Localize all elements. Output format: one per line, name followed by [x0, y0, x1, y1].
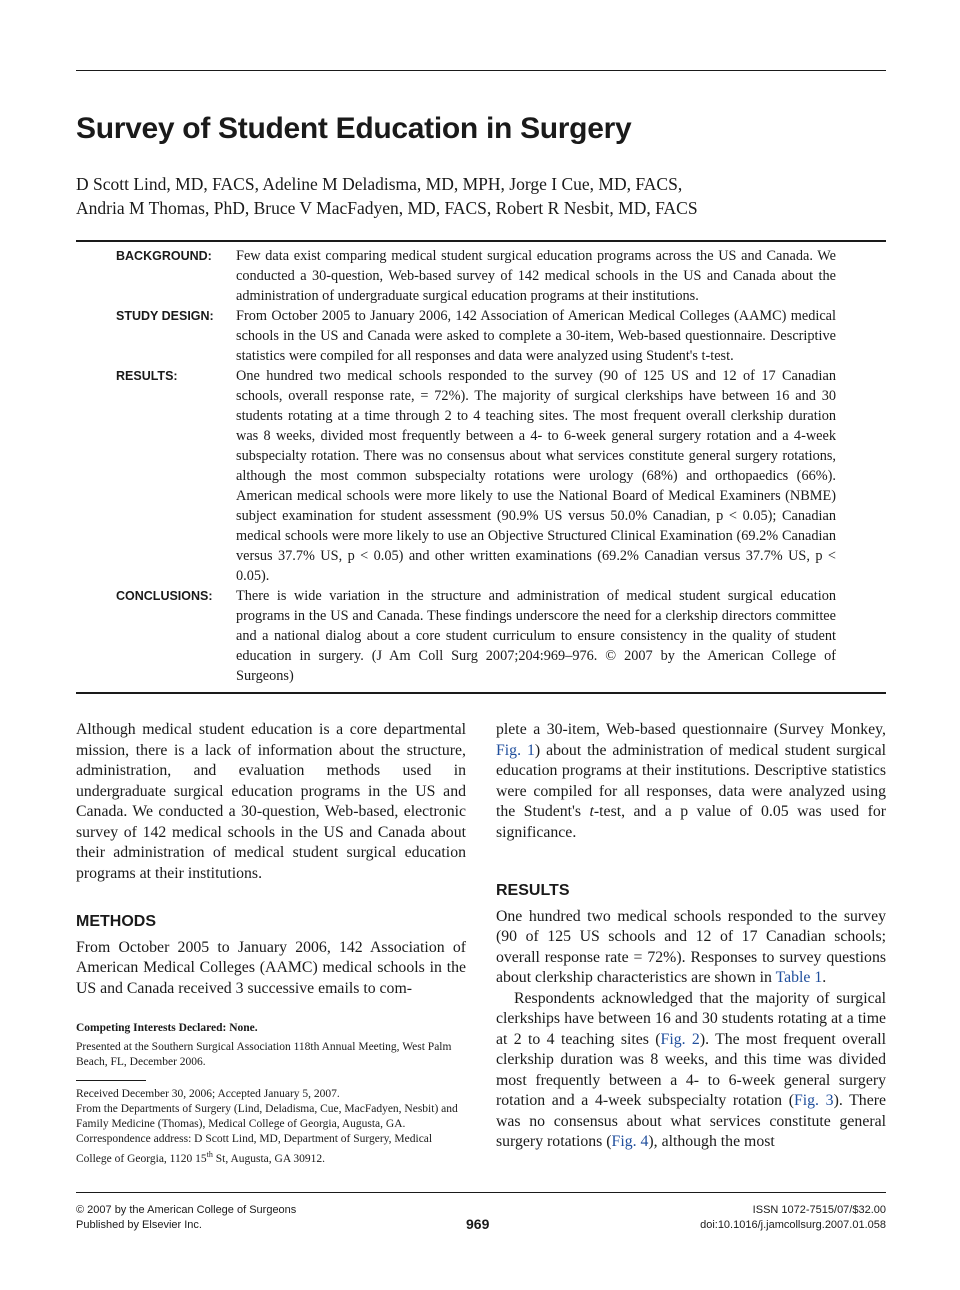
footer-rule: [76, 1192, 886, 1193]
abstract-label: STUDY DESIGN:: [116, 309, 214, 323]
footnotes: [76, 1021, 466, 1167]
footer-right: [700, 1203, 886, 1233]
fig4-link[interactable]: Fig. 4: [611, 1133, 649, 1150]
abstract-label: RESULTS:: [116, 369, 178, 383]
abstract-label: BACKGROUND:: [116, 249, 212, 263]
abstract-results: [76, 366, 886, 586]
intro-paragraph: Although medical student education is a core departmental mission, there is a lack of information about the structure, administration, and evaluation methods used in undergraduate surgical education programs in the US and Canada. We conducted a 30-question, Web-based, electronic survey of 142 medical schools in the US and Canada about their administration of medical student surgical education programs at their institutions.: [76, 721, 466, 882]
authors-line-2: Andria M Thomas, PhD, Bruce V MacFadyen, MD, FACS, Robert R Nesbit, MD, FACS: [76, 198, 698, 218]
top-rule: [76, 70, 886, 71]
abstract-text: One hundred two medical schools responded to the survey (90 of 125 US and 12 of 17 Canadian schools, overall response rate, = 72%). The majority of surgical clerkships have between 16 and 30 students rotating at a time through 2 to 4 teaching sites. The most frequent overall clerkship duration was 8 weeks, divided most frequently between a 4- to 6-week general surgery rotation and a 4-week subspecialty rotation. There was no consensus about what services constitute general surgery rotations, although the most common subspecialty rotations were urology (68%) and orthopaedics (66%). American medical schools were more likely to use the National Board of Medical Examiners (NBME) subject examination for student assessment (90.9% US versus 50.0% Canadian, p < 0.05); Canadian medical schools were more likely to use an Objective Structured Clinical Examination (69.2% Canadian versus 37.7% US, p < 0.05) and other written examinations (69.2% Canadian versus 37.7% US, p < 0.05).: [236, 368, 836, 584]
abstract-label: CONCLUSIONS:: [116, 589, 213, 603]
abstract-bottom-rule: [76, 692, 886, 694]
fig2-link[interactable]: Fig. 2: [660, 1030, 700, 1048]
abstract-text: Few data exist comparing medical student surgical education programs across the US and Canada. We conducted a 30-question, Web-based survey of 142 medical schools in the US and Canada about the administration of undergraduate surgical education programs at their institutions.: [236, 248, 836, 304]
methods-continued: plete a 30-item, Web-based questionnaire (Survey Monkey, Fig. 1) about the administration of medical student surgical education programs at their institutions. Descriptive statistics were compiled for all responses, data were analyzed using the Student's t-test, and a p value of 0.05 was used for significance.: [496, 721, 886, 841]
presented-note: Presented at the Southern Surgical Association 118th Annual Meeting, West Palm Beach, FL, December 2006.: [76, 1041, 452, 1068]
page-number: 969: [466, 1216, 490, 1232]
abstract-study-design: [76, 306, 886, 366]
author-list: [76, 172, 896, 220]
abstract-text: There is wide variation in the structure and administration of medical student surgical education programs in the US and Canada. These findings underscore the need for a clerkship directors committee and a national dialog about a core student curriculum to ensure consistency in the quality of student education in surgery. (J Am Coll Surg 2007;204:969–976. © 2007 by the American College of Surgeons): [236, 588, 836, 684]
footer-left: [76, 1203, 296, 1233]
abstract-text: From October 2005 to January 2006, 142 Association of American Medical Colleges (AAMC) medical schools in the US and Canada were asked to complete a 30-item, Web-based questionnaire. Descriptive statistics were compiled for all responses and data were analyzed using Student's t-test.: [236, 308, 836, 364]
results-heading: RESULTS: [496, 882, 570, 899]
fig3-link[interactable]: Fig. 3: [793, 1092, 834, 1109]
publisher-text: Published by Elsevier Inc.: [76, 1219, 202, 1231]
abstract-top-rule: [76, 240, 886, 242]
abstract-conclusions: [76, 586, 886, 686]
methods-paragraph: From October 2005 to January 2006, 142 Association of American Medical Colleges (AAMC) medical schools in the US and Canada received 3 successive emails to com-: [76, 938, 466, 997]
correspondence-note: Correspondence address: D Scott Lind, MD, Department of Surgery, Medical College of Georgia, 1120 15th St, Augusta, GA 30912.: [76, 1133, 433, 1165]
issn-text: ISSN 1072-7515/07/$32.00: [752, 1204, 886, 1216]
received-note: Received December 30, 2006; Accepted January 5, 2007.: [76, 1088, 340, 1100]
affiliation-note: From the Departments of Surgery (Lind, Deladisma, Cue, MacFadyen, Nesbit) and Family Medicine (Thomas), Medical College of Georgia, Augusta, GA.: [76, 1103, 458, 1130]
doi-text: doi:10.1016/j.jamcollsurg.2007.01.058: [700, 1219, 886, 1231]
abstract: [76, 246, 886, 686]
fig1-link[interactable]: Fig. 1: [496, 741, 535, 759]
right-column: [496, 720, 886, 1153]
results-paragraph-1: One hundred two medical schools responded to the survey (90 of 125 US schools and 12 of 17 Canadian schools; overall response rate = 72%). Responses to survey questions about clerkship characteristics are shown in Table 1.: [496, 907, 886, 986]
methods-heading: METHODS: [76, 913, 156, 930]
footnote-divider: [76, 1080, 146, 1081]
abstract-background: [76, 246, 886, 306]
competing-interests: Competing Interests Declared: None.: [76, 1022, 258, 1034]
article-title: Survey of Student Education in Surgery: [76, 112, 632, 145]
results-paragraph-2: Respondents acknowledged that the majority of surgical clerkships have between 16 and 30 students rotating at a time at 2 to 4 teaching sites (Fig. 2). The most frequent overall clerkship duration was 8 weeks, and this time was divided most frequently between a 4- to 6-week general surgery rotation and a 4-week subspecialty rotation (Fig. 3). There was no consensus about what services constitute general surgery rotations (Fig. 4), although the most: [496, 989, 886, 1150]
copyright-text: © 2007 by the American College of Surgeons: [76, 1204, 297, 1216]
authors-line-1: D Scott Lind, MD, FACS, Adeline M Deladisma, MD, MPH, Jorge I Cue, MD, FACS,: [76, 174, 683, 194]
table1-link[interactable]: Table 1: [775, 969, 823, 986]
left-column: [76, 720, 466, 999]
